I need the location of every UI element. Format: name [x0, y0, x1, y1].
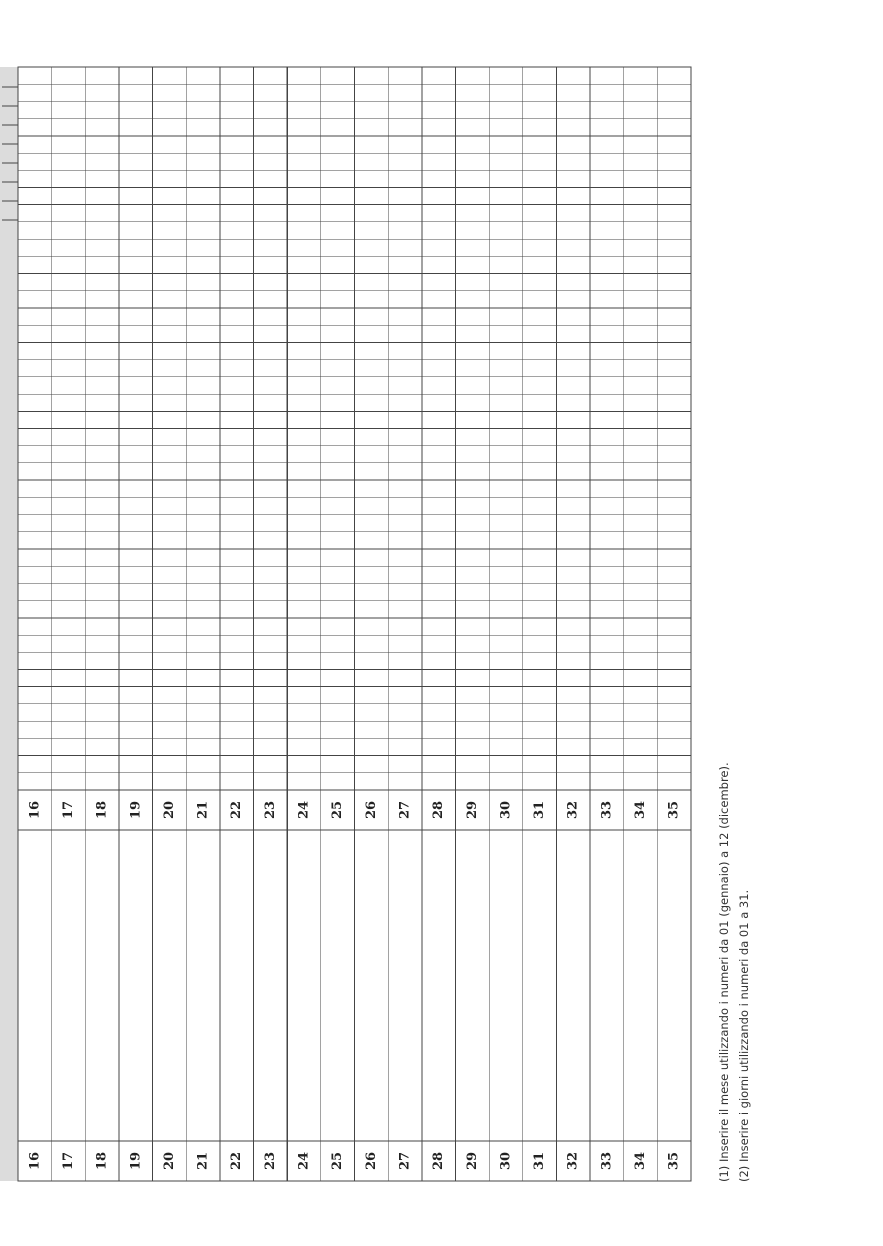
row-number-upper: 32 — [565, 800, 581, 820]
row-number-lower: 30 — [498, 1151, 514, 1171]
row-number-lower: 31 — [532, 1151, 548, 1171]
row-number-upper: 28 — [431, 800, 447, 820]
row-number-lower: 18 — [94, 1151, 110, 1171]
row-number-upper: 26 — [363, 800, 379, 820]
row-number-lower: 20 — [161, 1151, 177, 1171]
row-number-lower: 16 — [27, 1151, 43, 1171]
row-number-upper: 24 — [296, 800, 312, 820]
row-number-upper: 16 — [27, 800, 43, 820]
row-number-lower: 23 — [262, 1151, 278, 1171]
row-number-upper: 27 — [397, 800, 413, 820]
row-number-lower: 17 — [60, 1151, 76, 1171]
row-number-upper: 22 — [229, 800, 245, 820]
row-number-upper: 17 — [60, 800, 76, 820]
row-number-upper: 33 — [599, 800, 615, 820]
row-number-lower: 29 — [464, 1151, 480, 1171]
row-number-upper: 18 — [94, 800, 110, 820]
row-number-upper: 34 — [633, 800, 649, 820]
row-number-upper: 31 — [532, 800, 548, 820]
side-strip — [0, 67, 18, 1181]
row-number-upper: 19 — [128, 800, 144, 820]
row-number-lower: 26 — [363, 1151, 379, 1171]
row-number-lower: 35 — [666, 1151, 682, 1171]
row-number-upper: 20 — [161, 800, 177, 820]
row-number-lower: 19 — [128, 1151, 144, 1171]
row-number-lower: 24 — [296, 1151, 312, 1171]
row-number-lower: 34 — [633, 1151, 649, 1171]
row-number-lower: 27 — [397, 1151, 413, 1171]
footnote-1: (1) Inserire il mese utilizzando i numeri da 01 (gennaio) a 12 (dicembre). — [717, 762, 731, 1182]
row-number-upper: 35 — [666, 800, 682, 820]
row-number-upper: 30 — [498, 800, 514, 820]
row-number-lower: 33 — [599, 1151, 615, 1171]
row-number-upper: 21 — [195, 800, 211, 820]
row-number-upper: 25 — [330, 800, 346, 820]
row-number-upper: 29 — [464, 800, 480, 820]
footnote-2: (2) Inserire i giorni utilizzando i numeri da 01 a 31. — [737, 889, 751, 1182]
row-number-lower: 25 — [330, 1151, 346, 1171]
row-number-lower: 32 — [565, 1151, 581, 1171]
row-number-lower: 22 — [229, 1151, 245, 1171]
row-number-upper: 23 — [262, 800, 278, 820]
row-number-lower: 28 — [431, 1151, 447, 1171]
row-number-lower: 21 — [195, 1151, 211, 1171]
